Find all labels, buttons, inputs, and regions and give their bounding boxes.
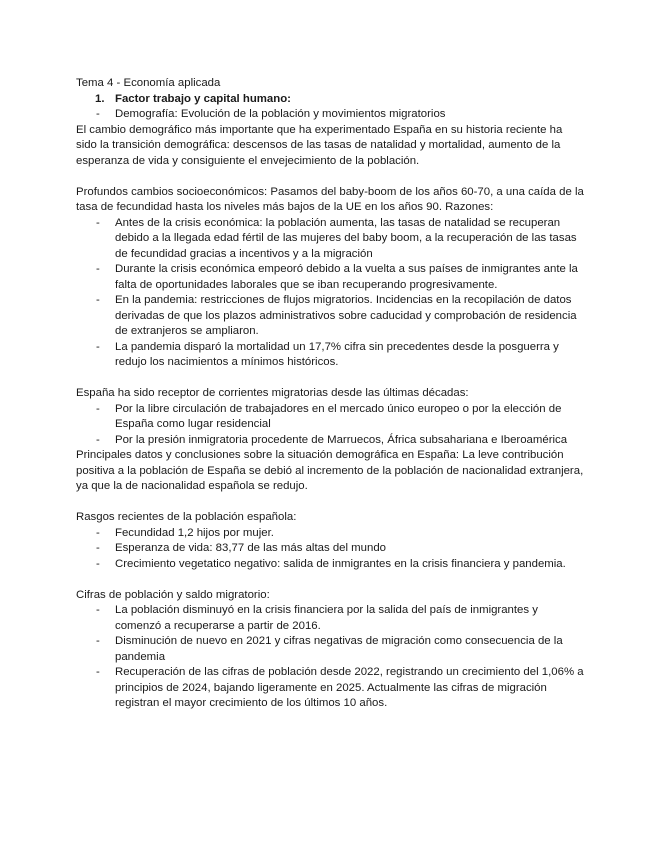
list-item [76,216,586,263]
paragraph-cifras: Cifras de población y saldo migratorio: [76,588,270,601]
list-item [76,293,586,340]
list-item-text: Esperanza de vida: 83,77 de las más altas del mundo [115,542,387,554]
list-item [76,541,586,557]
section-heading-text: Factor trabajo y capital humano: [115,92,291,105]
list-item-text: La población disminuyó en la crisis financiera por la salida del país de inmigrantes y comenzó a recuperarse a partir de 2016. [115,604,538,632]
list-item-text: Demografía: Evolución de la población y movimientos migratorios [115,108,446,120]
bullet-dash: - [96,635,100,647]
document-title: Tema 4 - Economía aplicada [76,77,221,89]
list-item [76,340,586,371]
list-item [76,665,586,712]
list-item-text: Crecimiento vegetatico negativo: salida de inmigrantes en la crisis financiera y pandemia. [115,557,566,570]
list-item-text: Por la libre circulación de trabajadores en el mercado único europeo o por la elección de España como lugar residencial [115,402,562,430]
bullet-dash: - [96,340,100,353]
list-item [76,402,586,433]
bullet-dash: - [96,542,100,554]
list-item-text: Durante la crisis económica empeoró debido a la vuelta a sus países de inmigrantes ante la falta de oportunidades laborales que se iban recuperando progresivamente. [115,263,578,291]
bullet-dash: - [96,557,100,570]
list-item-text: Fecundidad 1,2 hijos por mujer. [115,526,274,539]
list-item-text: Disminución de nuevo en 2021 y cifras negativas de migración como consecuencia de la pandemia [115,635,563,663]
spacer [76,371,586,387]
list-item-text: Recuperación de las cifras de población desde 2022, registrando un crecimiento del 1,06% a principios de 2024, bajando ligeramente en 2025. Actualmente las cifras de migración registran el mayor crecimiento de los últimos 10 años. [115,666,584,709]
numbered-list [76,92,586,108]
list-item-text: Antes de la crisis económica: la población aumenta, las tasas de natalidad se recuperan debido a la llegada edad fértil de las mujeres del baby boom, a la recuperación de las tasas de fecundidad gracias a incentivos y a la migración [115,216,577,260]
bullet-dash: - [96,666,100,678]
cifras-list [76,603,586,712]
spacer [76,572,586,588]
bullet-dash: - [96,263,100,275]
list-item-text: En la pandemia: restricciones de flujos migratorios. Incidencias en la recopilación de datos derivadas de que los plazos administrativos sobre caducidad y comprobación de residencia de extranjeros se ampliaron. [115,294,577,337]
section-heading [76,92,586,108]
list-item [76,603,586,634]
list-item-text: Por la presión inmigratoria procedente de Marruecos, África subsahariana e Iberoamérica [115,433,568,446]
reasons-list [76,216,586,371]
list-item [76,107,586,123]
list-item [76,557,586,573]
document-page [76,76,586,712]
bullet-dash: - [96,604,100,616]
bullet-dash: - [96,433,100,446]
spacer [76,169,586,185]
paragraph-receptor: España ha sido receptor de corrientes migratorias desde las últimas décadas: [76,387,469,399]
list-item [76,634,586,665]
list-item-text: La pandemia disparó la mortalidad un 17,7% cifra sin precedentes desde la posguerra y redujo los nacimientos a mínimos históricos. [115,340,559,368]
bullet-dash: - [96,108,100,120]
bullet-dash: - [96,402,100,415]
list-item [76,433,586,449]
rasgos-list [76,526,586,573]
paragraph-transition: El cambio demográfico más importante que ha experimentado España en su historia reciente ha sido la transición demográfica: descensos de las tasas de natalidad y mortalidad, aumento de la esperanza de vida y consiguiente el envejecimiento de la población. [76,123,563,167]
bullet-dash: - [96,294,100,306]
section-number: 1. [95,92,105,105]
bullet-dash: - [96,216,100,229]
paragraph-rasgos: Rasgos recientes de la población española: [76,511,297,523]
paragraph-principales: Principales datos y conclusiones sobre la situación demográfica en España: La leve contribución positiva a la población de España se debió al incremento de la población de nacionalidad extranjera, ya que la de nacionalidad española se redujo. [76,449,584,492]
list-item [76,526,586,542]
list-item [76,262,586,293]
intro-list [76,107,586,123]
paragraph-changes: Profundos cambios socioeconómicos: Pasamos del baby-boom de los años 60-70, a una caída de la tasa de fecundidad hasta los niveles más bajos de la UE en los años 90. Razones: [76,185,584,213]
bullet-dash: - [96,526,100,539]
receptor-list [76,402,586,449]
spacer [76,495,586,511]
